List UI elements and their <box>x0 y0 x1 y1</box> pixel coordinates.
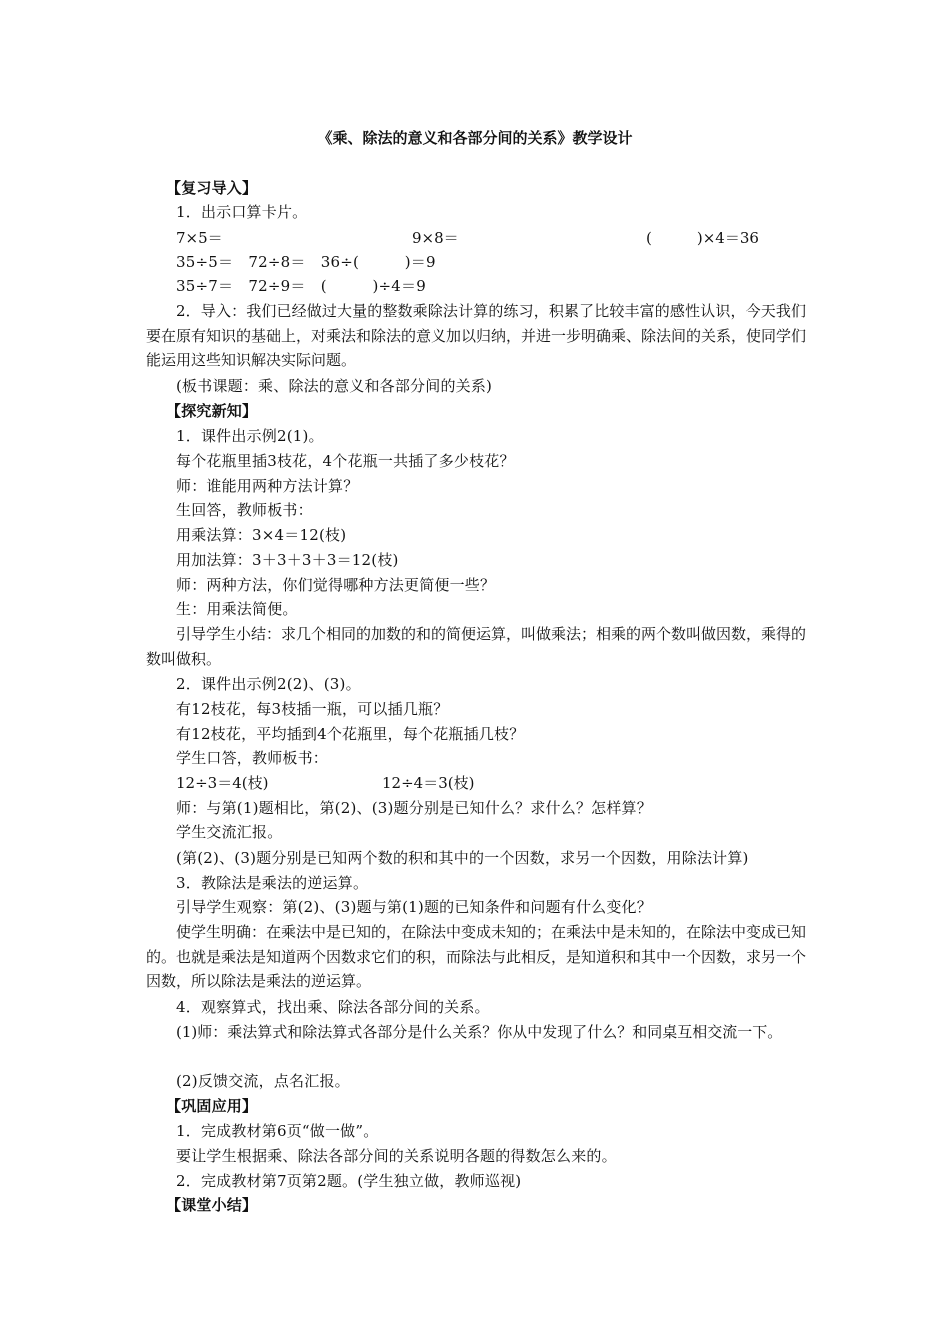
explore-line: 学生交流汇报。 <box>176 823 283 841</box>
explore-line: 2．课件出示例2(2)、(3)。 <box>176 675 361 693</box>
document-title: 《乘、除法的意义和各部分间的关系》教学设计 <box>317 129 633 147</box>
equation-cell: 12÷4＝3(枝) <box>382 774 475 792</box>
explore-line: 生：用乘法简便。 <box>176 600 298 618</box>
review-item-2: 2．导入：我们已经做过大量的整数乘除法计算的练习，积累了比较丰富的感性认识，今天我们要在原有知识的基础上，对乘法和除法的意义加以归纳，并进一步明确乘、除法间的关系，使同学们能运用这些知识解决实际问题。 <box>146 302 807 370</box>
apply-line: 要让学生根据乘、除法各部分间的关系说明各题的得数怎么来的。 <box>176 1147 617 1165</box>
explore-line: (2)反馈交流，点名汇报。 <box>176 1072 350 1090</box>
explore-line: 学生口答，教师板书： <box>176 749 329 767</box>
explore-line: 有12枝花，每3枝插一瓶，可以插几瓶？ <box>176 700 449 718</box>
explore-line: 1．课件出示例2(1)。 <box>176 427 324 445</box>
calc-row-3: 35÷7＝ 72÷9＝ ( )÷4＝9 <box>176 277 426 295</box>
explore-line: 师：与第(1)题相比，第(2)、(3)题分别是已知什么？求什么？怎样算？ <box>176 799 652 817</box>
calc-row-2: 35÷5＝ 72÷8＝ 36÷( )＝9 <box>176 253 436 271</box>
explore-line: 有12枝花，平均插到4个花瓶里，每个花瓶插几枝？ <box>176 725 525 743</box>
section-heading-explore: 【探究新知】 <box>166 402 258 420</box>
apply-line: 1．完成教材第6页“做一做”。 <box>176 1122 379 1140</box>
explore-line: 4．观察算式，找出乘、除法各部分间的关系。 <box>176 998 490 1016</box>
calc-cell: 7×5＝ <box>176 229 223 247</box>
explore-summary-paragraph: 引导学生小结：求几个相同的加数的和的简便运算，叫做乘法；相乘的两个数叫做因数，乘得的数叫做积。 <box>146 625 807 668</box>
explore-line: 引导学生观察：第(2)、(3)题与第(1)题的已知条件和问题有什么变化？ <box>176 898 652 916</box>
calc-cell: ( )×4＝36 <box>646 229 759 247</box>
calc-cell: 9×8＝ <box>412 229 459 247</box>
explore-line: (第(2)、(3)题分别是已知两个数的积和其中的一个因数，求另一个因数，用除法计算) <box>176 849 749 867</box>
explore-line: 用乘法算：3×4＝12(枝) <box>176 526 347 544</box>
explore-line: 师：谁能用两种方法计算？ <box>176 477 359 495</box>
equation-cell: 12÷3＝4(枝) <box>176 774 269 792</box>
explore-line: 生回答，教师板书： <box>176 501 313 519</box>
section-heading-review: 【复习导入】 <box>166 179 258 197</box>
apply-line: 2．完成教材第7页第2题。(学生独立做，教师巡视) <box>176 1172 522 1190</box>
section-heading-apply: 【巩固应用】 <box>166 1097 258 1115</box>
explore-line: 每个花瓶里插3枝花，4个花瓶一共插了多少枝花？ <box>176 452 515 470</box>
review-item-1: 1．出示口算卡片。 <box>176 203 308 221</box>
explore-line: 3．教除法是乘法的逆运算。 <box>176 874 369 892</box>
board-title-note: (板书课题：乘、除法的意义和各部分间的关系) <box>176 377 493 395</box>
section-heading-summary: 【课堂小结】 <box>166 1196 258 1214</box>
explore-discussion-paragraph: (1)师：乘法算式和除法算式各部分是什么关系？你从中发现了什么？和同桌互相交流一下。 <box>176 1023 783 1041</box>
explore-inverse-paragraph: 使学生明确：在乘法中是已知的，在除法中变成未知的；在乘法中是未知的，在除法中变成已知的。也就是乘法是知道两个因数求它们的积，而除法与此相反，是知道积和其中一个因数，求另一个因数，所以除法是乘法的逆运算。 <box>146 923 807 991</box>
explore-line: 用加法算：3＋3＋3＋3＝12(枝) <box>176 551 399 569</box>
explore-line: 师：两种方法，你们觉得哪种方法更简便一些？ <box>176 576 496 594</box>
